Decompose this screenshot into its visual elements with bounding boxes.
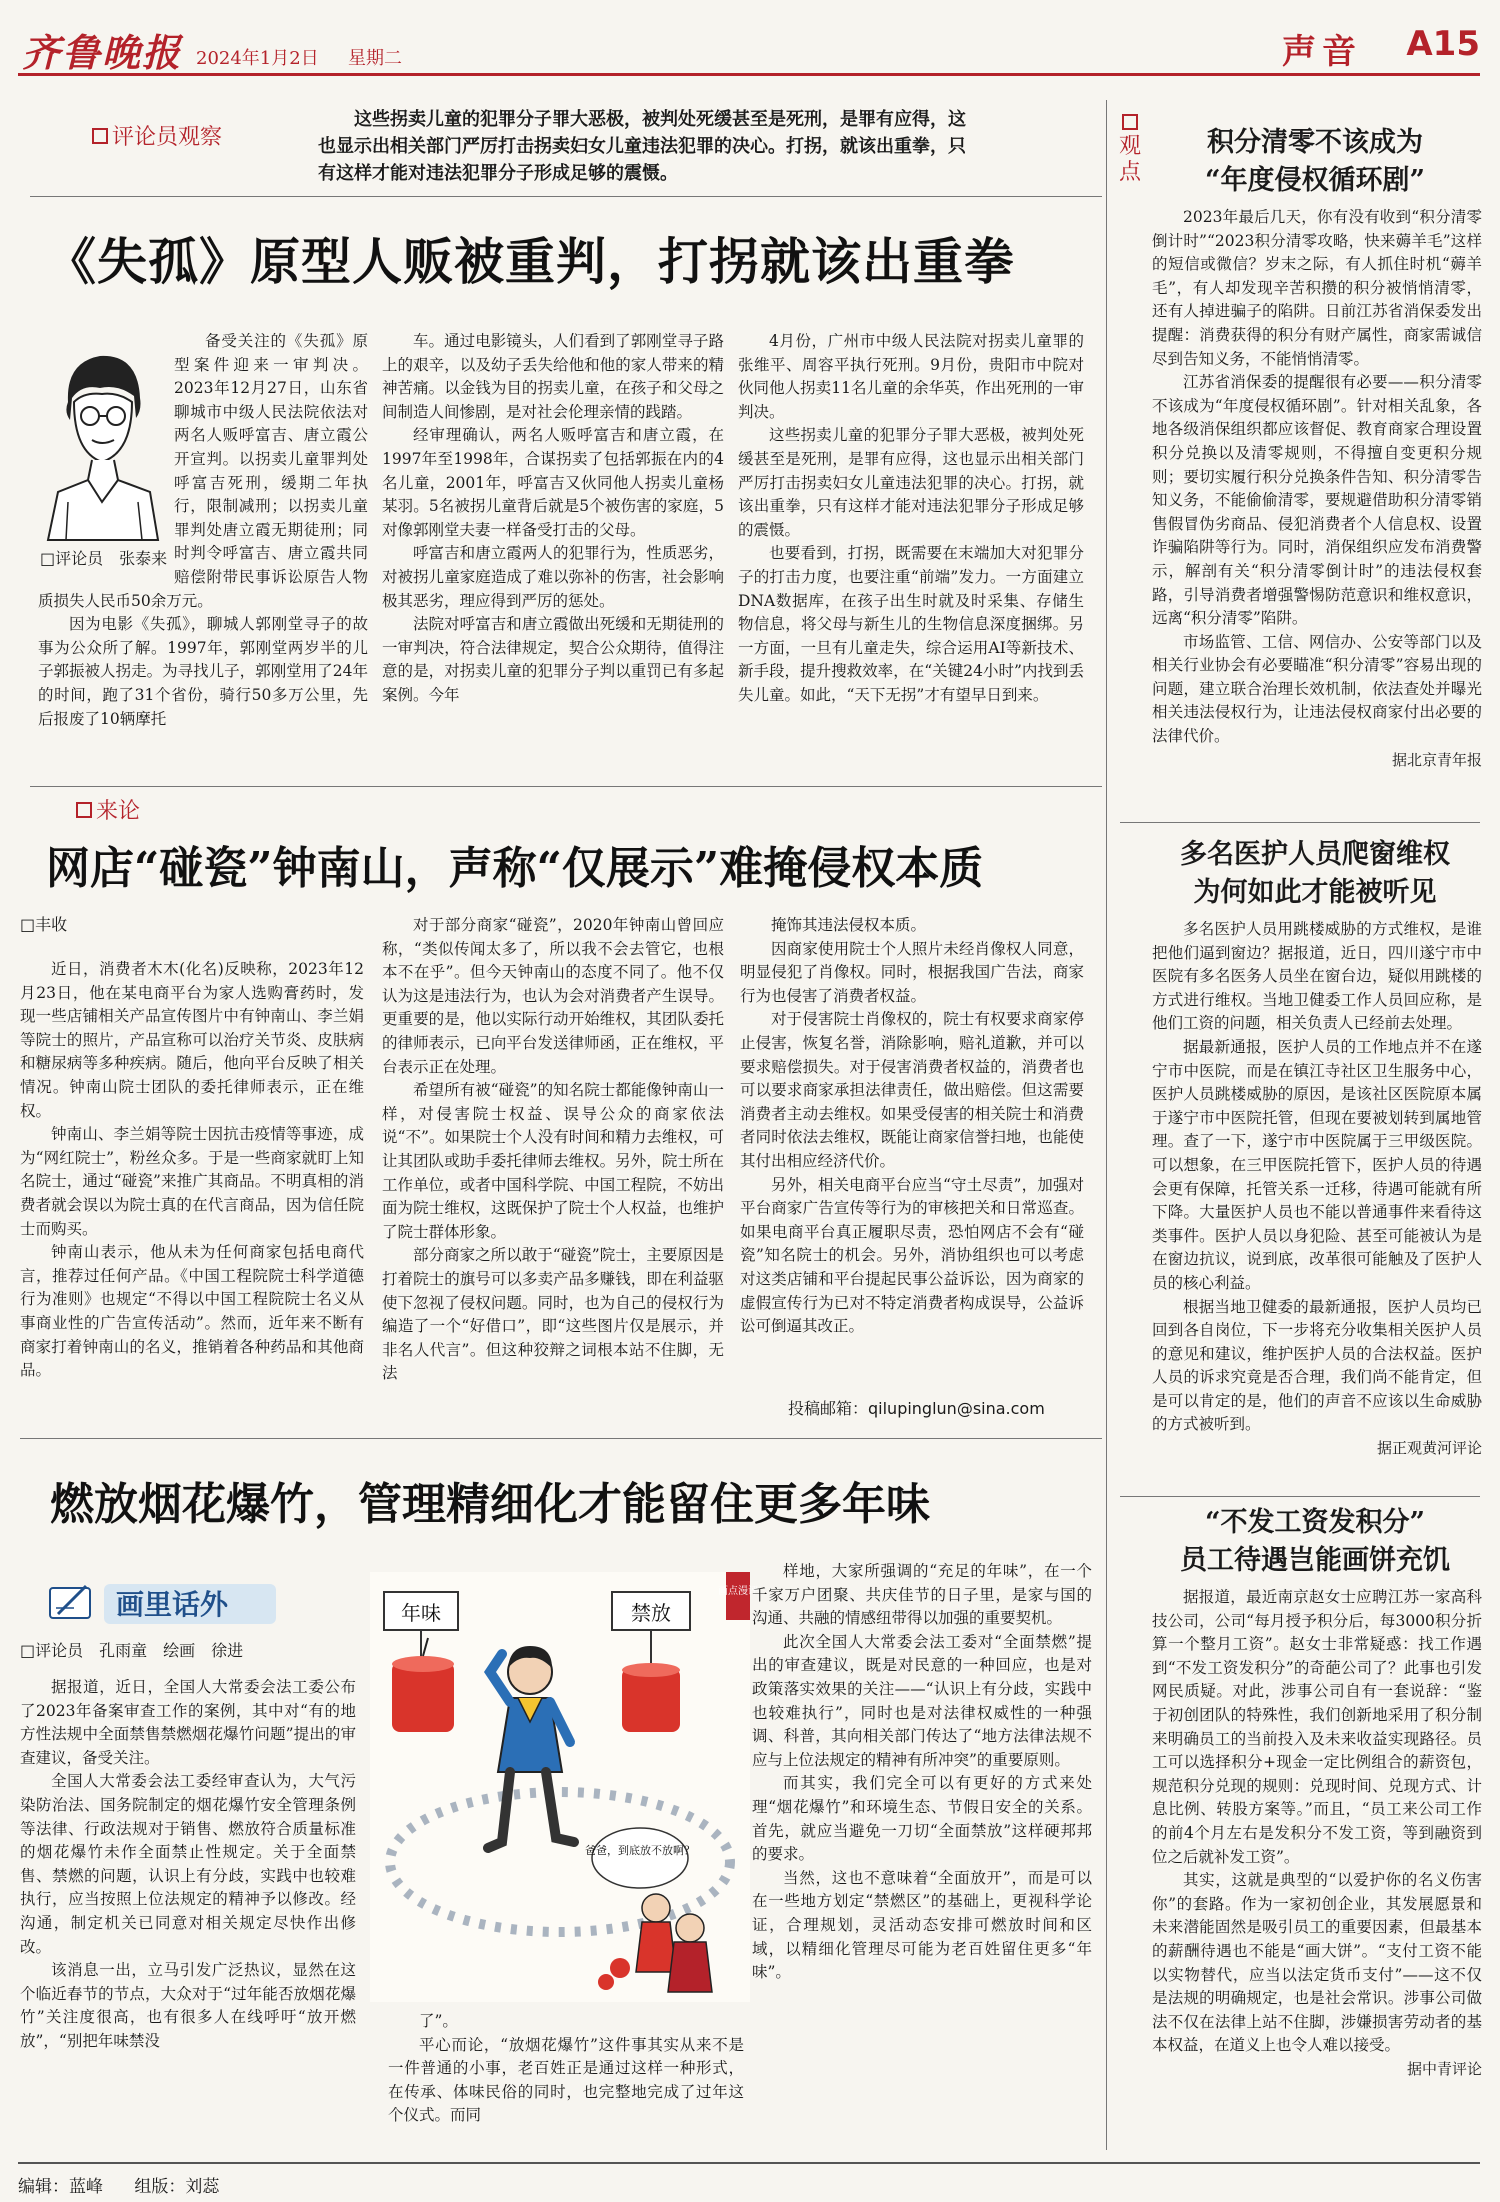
sidebar2-source: 据正观黄河评论 bbox=[1376, 1439, 1482, 1458]
page-footer bbox=[18, 2162, 1480, 2197]
column-tag-viewpoint: 观点 bbox=[1118, 114, 1142, 186]
column-tag-commentator: 评论员观察 bbox=[92, 120, 222, 151]
divider bbox=[30, 786, 1102, 787]
sidebar1-title: 积分清零不该成为 “年度侵权循环剧” bbox=[1204, 127, 1426, 196]
article1-column-3: 4月份，广州市中级人民法院对拐卖儿童罪的张维平、周容平执行死刑。9月份，贵阳市中院对伙同他人拐卖11名儿童的余华英，作出死刑的一审判决。 这些拐卖儿童的犯罪分子罪大恶极，被判处死缓甚至是死刑，是罪有应得，这也显示出相关部门严厉打击拐卖妇女儿童违法犯罪的决心。打拐，就该出重拳，只有这样才能对违法犯罪分子形成足够的震慑。 也要看到，打拐，既需要在末端加大对犯罪分子的打击力度，也要注重“前端”发力。一方面建立DNA数据库，在孩子出生时就及时采集、存储生物信息，将父母与新生儿的生物信息深度捆绑。另一方面，一旦有儿童走失，综合运用AI等新技术、新手段，提升搜救效率，在“关键24小时”内找到丢失儿童。如此，“天下无拐”才有望早日到来。 bbox=[738, 332, 1084, 704]
article2-column-2: 对于部分商家“碰瓷”，2020年钟南山曾回应称，“类似传闻太多了，所以我不会去管它，也根本不在乎”。但今天钟南山的态度不同了。他不仅认为这是违法行为，也认为会对消费者产生误导。更重要的是，他以实际行动开始维权，其团队委托的律师表示，已向平台发送律师函，正在维权，平台表示正在处理。 希望所有被“碰瓷”的知名院士都能像钟南山一样，对侵害院士权益、误导公众的商家依法说“不”。如果院士个人没有时间和精力去维权，可让其团队或助手委托律师去维权。另外，院士所在工作单位，或者中国科学院、中国工程院，不妨出面为院士维权，这既保护了院士个人权益，也维护了院士群体形象。 部分商家之所以敢于“碰瓷”院士，主要原因是打着院士的旗号可以多卖产品多赚钱，即在利益驱使下忽视了侵权问题。同时，也为自己的侵权行为编造了一个“好借口”，即“这些图片仅是展示，并非名人代言”。但这种狡辩之词根本站不住脚，无法 bbox=[382, 916, 724, 1383]
svg-text:禁放: 禁放 bbox=[631, 1601, 671, 1625]
sidebar1-source: 据北京青年报 bbox=[1391, 750, 1482, 769]
cartoon-illustration bbox=[370, 1572, 758, 2002]
sidebar2-body: 多名医护人员用跳楼威胁的方式维权，是谁把他们逼到窗边？据报道，近日，四川遂宁市中医院有多名医务人员坐在窗台边，疑似用跳楼的方式进行维权。当地卫健委工作人员回应称，是他们工资的问题，相关负责人已经前去处理。 据最新通报，医护人员的工作地点并不在遂宁市中医院，而是在镇江寺社区卫生服务中心，医护人员跳楼威胁的原因，是该社区医院原本属于遂宁市中医院托管，但现在要被划转到属地管理。查了一下，遂宁市中医院属于三甲级医院。可以想象，在三甲医院托管下，医护人员的待遇会更有保障，托管关系一迁移，待遇可能就有所下降。大量医护人员也不能以普通事件来看待这类事件。医护人员以身犯险、甚至可能被认为是在窗边抗议，说到底，改革很可能触及了医护人员的核心利益。 根据当地卫健委的最新通报，医护人员均已回到各自岗位，下一步将充分收集相关医护人员的意见和建议，维护医护人员的合法权益。医护人员的诉求究竟是否合理，我们尚不能肯定，但是可以肯定的是，他们的声音不应该以生命威胁的方式被听到。 据正观黄河评论 bbox=[1152, 918, 1482, 1508]
cartoon-column-badge bbox=[46, 1578, 280, 1630]
sidebar3-source: 据中青评论 bbox=[1406, 2059, 1482, 2078]
sidebar-divider bbox=[1106, 100, 1107, 2150]
article2-column-1: 近日，消费者木木(化名)反映称，2023年12月23日，他在某电商平台为家人选购膏药时，发现一些店铺相关产品宣传图片中有钟南山、李兰娟等院士的照片，产品宣称可以治疗关节炎、皮肤病和糖尿病等多种疾病。随后，他向平台反映了相关情况。钟南山院士团队的委托律师表示，正在维权。 钟南山、李兰娟等院士因抗击疫情等事迹，成为“网红院士”，粉丝众多。于是一些商家就盯上知名院士，通过“碰瓷”来推广其商品。不明真相的消费者就会误以为院士真的在代言商品，因为信任院士而购买。 钟南山表示，他从未为任何商家包括电商代言，推荐过任何产品。《中国工程院院士科学道德行为准则》也规定“不得以中国工程院院士名义从事商业性的广告宣传活动”。然而，近年来不断有商家打着钟南山的名义，推销着各种药品和其他商品。 bbox=[20, 960, 364, 1380]
tag-box-icon bbox=[76, 802, 92, 818]
article2-byline: □丰收 bbox=[20, 915, 68, 934]
article2-title: 网店“碰瓷”钟南山，声称“仅展示”难掩侵权本质 bbox=[46, 843, 984, 894]
sidebar1-body: 2023年最后几天，你有没有收到“积分清零倒计时”“2023积分清零攻略，快来薅羊毛”这样的短信或微信？岁末之际，有人抓住时机“薅羊毛”，有人却发现辛苦积攒的积分被悄悄清零，还有人掉进骗子的陷阱。日前江苏省消保委发出提醒：消费获得的积分有财产属性，商家需诚信尽到告知义务，不能悄悄清零。 江苏省消保委的提醒很有必要——积分清零不该成为“年度侵权循环剧”。针对相关乱象，各地各级消保组织都应该督促、教育商家合理设置积分兑换以及清零规则，不得擅自变更积分规则；要切实履行积分兑换条件告知、积分清零告知义务，不能偷偷清零，要规避借助积分清零销售假冒伪劣商品、侵犯消费者个人信息权、设置诈骗陷阱等行为。同时，消保组织应发布消费警示，解剖有关“积分清零倒计时”的违法侵权套路，引导消费者增强警惕防范意识和维权意识，远离“积分清零”陷阱。 市场监管、工信、网信办、公安等部门以及相关行业协会有必要瞄准“积分清零”容易出现的问题，建立联合治理长效机制，依法查处并曝光相关违法侵权行为，让违法侵权商家付出必要的法律代价。 据北京青年报 bbox=[1152, 206, 1482, 818]
article1-column-2: 车。通过电影镜头，人们看到了郭刚堂寻子路上的艰辛，以及幼子丢失给他和他的家人带来的精神苦痛。以金钱为目的拐卖儿童，在孩子和父母之间制造人间惨剧，是对社会伦理亲情的践踏。 经审理确认，两名人贩呼富吉和唐立霞，在1997年至1998年，合谋拐卖了包括郭振在内的4名儿童，2001年，呼富吉又伙同他人拐卖儿童杨某羽。5名被拐儿童背后就是5个被伤害的家庭，5对像郭刚堂夫妻一样备受打击的父母。 呼富吉和唐立霞两人的犯罪行为，性质恶劣，对被拐儿童家庭造成了难以弥补的伤害，社会影响极其恶劣，理应得到严厉的惩处。 法院对呼富吉和唐立霞做出死缓和无期徒刑的一审判决，符合法律规定，契合公众期待，值得注意的是，对拐卖儿童的犯罪分子判以重罚已有多起案例。今年 bbox=[382, 332, 724, 704]
svg-text:年味: 年味 bbox=[401, 1601, 441, 1625]
svg-text:爸爸，到底放不放啊？: 爸爸，到底放不放啊？ bbox=[585, 1844, 695, 1857]
section-name: 声音 bbox=[1282, 32, 1362, 72]
article3-column-1: 据报道，近日，全国人大常委会法工委公布了2023年备案审查工作的案例，其中对“有的地方性法规中全面禁售禁燃烟花爆竹问题”提出的审查建议，备受关注。 全国人大常委会法工委经审查认为，大气污染防治法、国务院制定的烟花爆竹安全管理条例等法律、行政法规对于销售、燃放符合质量标准的烟花爆竹未作全面禁止性规定。关于全面禁售、禁燃的问题，认识上有分歧，实践中也较难执行，应当按照上位法规定的精神予以修改。经沟通，制定机关已同意对相关规定尽快作出修改。 该消息一出，立马引发广泛热议，显然在这个临近春节的节点，大众对于“过年能否放烟花爆竹”关注度很高，也有很多人在线呼吁“放开燃放”，“别把年味禁没 bbox=[20, 1678, 356, 2050]
article2-column-3: 掩饰其违法侵权本质。 因商家使用院士个人照片未经肖像权人同意，明显侵犯了肖像权。同时，根据我国广告法，商家行为也侵害了消费者权益。 对于侵害院士肖像权的，院士有权要求商家停止侵害，恢复名誉，消除影响，赔礼道歉，并可以要求赔偿损失。对于侵害消费者权益的，消费者也可以要求商家承担法律责任，做出赔偿。但这需要消费者主动去维权。如果受侵害的相关院士和消费者同时依法去维权，既能让商家信誉扫地，也能使其付出相应经济代价。 另外，相关电商平台应当“守土尽责”，加强对平台商家广告宣传等行为的审核把关和日常巡查。如果电商平台真正履职尽责，恐怕网店不会有“碰瓷”知名院士的机会。另外，消协组织也可以考虑对这类店铺和平台提起民事公益诉讼，因为商家的虚假宣传行为已对不特定消费者构成误导，公益诉讼可倒逼其改正。 bbox=[740, 916, 1084, 1336]
divider bbox=[20, 1438, 1102, 1439]
article3-byline: □评论员 孔雨童 绘画 徐进 bbox=[20, 1641, 244, 1660]
layout-credit: 组版：刘蕊 bbox=[134, 2177, 220, 2197]
article1-column-1: 备受关注的《失孤》原型案件迎来一审判决。2023年12月27日，山东省聊城市中级人民法院依法对两名人贩呼富吉、唐立霞公开宣判。以拐卖儿童罪判处呼富吉死刑，缓期二年执行，限制减刑；以拐卖儿童罪判处唐立霞无期徒刑；同时判令呼富吉、唐立霞共同赔偿附带民事诉讼原告人物质损失人民币50余万元。 因为电影《失孤》，聊城人郭刚堂寻子的故事为公众所了解。1997年，郭刚堂两岁半的儿子郭振被人拐走。为寻找儿子，郭刚堂用了24年的时间，跑了31个省份，骑行50多万公里，先后报废了10辆摩托 bbox=[38, 332, 368, 728]
article3-column-2: 了”。 平心而论，“放烟花爆竹”这件事其实从来不是一件普通的小事，老百姓正是通过这样一种形式，在传承、体味民俗的同时，也完整地完成了过年这个仪式。而同 bbox=[388, 2012, 744, 2125]
svg-text:画里话外: 画里话外 bbox=[116, 1588, 229, 1621]
editor-credit: 编辑：蓝峰 bbox=[18, 2177, 103, 2197]
lead-summary: 这些拐卖儿童的犯罪分子罪大恶极，被判处死缓甚至是死刑，是罪有应得，这也显示出相关部门严厉打击拐卖妇女儿童违法犯罪的决心。打拐，就该出重拳，只有这样才能对违法犯罪分子形成足够的震慑。 bbox=[318, 109, 966, 184]
sidebar3-body: 据报道，最近南京赵女士应聘江苏一家高科技公司，公司“每月授予积分后，每3000积分折算一个整月工资”。赵女士非常疑惑：找工作遇到“不发工资发积分”的奇葩公司了？此事也引发网民质疑。对此，涉事公司自有一套说辞：“鉴于初创团队的特殊性，我们创新地采用了积分制来明确员工的当前投入及未来收益实现路径。员工可以选择积分+现金一定比例组合的薪资包，规范积分兑现的规则：兑现时间、兑现方式、计息比例、转股方案等。”而且，“员工来公司工作的前4个月左右是发积分不发工资，等到融资到位之后就补发工资”。 其实，这就是典型的“以爱护你的名义伤害你”的套路。作为一家初创企业，其发展愿景和未来潜能固然是吸引员工的重要因素，但最基本的薪酬待遇也不能是“画大饼”。“支付工资不能以实物替代，应当以法定货币支付”——这不仅是法规的明确规定，也是社会常识。涉事公司做法不仅在法律上站不住脚，涉嫌损害劳动者的基本权益，在道义上也令人难以接受。 据中青评论 bbox=[1152, 1586, 1482, 2152]
article3-column-3: 样地，大家所强调的“充足的年味”，在一个千家万户团聚、共庆佳节的日子里，是家与国的沟通、共融的情感纽带得以加强的重要契机。 此次全国人大常委会法工委对“全面禁燃”提出的审查建议，既是对民意的一种回应，也是对政策落实效果的关注——“认识上有分歧，实践中也较难执行”，同时也是对法律权威性的一种强调、科普，其向相关部门传达了“地方法律法规不应与上位法规定的精神有所冲突”的重要原则。 而其实，我们完全可以有更好的方式来处理“烟花爆竹”和环境生态、节假日安全的关系。首先，就应当避免一刀切“全面禁放”这样硬邦邦的要求。 当然，这也不意味着“全面放开”，而是可以在一些地方划定“禁燃区”的基础上，更视科学论证，合理规划，灵活动态安排可燃放时间和区域，以精细化管理尽可能为老百姓留住更多“年味”。 bbox=[752, 1562, 1092, 1982]
article1-byline: □评论员 张泰来 bbox=[40, 549, 168, 568]
page-number: A15 bbox=[1406, 24, 1480, 64]
issue-date: 2024年1月2日 bbox=[196, 48, 319, 69]
masthead bbox=[18, 14, 1480, 76]
newspaper-logo: 齐鲁晚报 bbox=[22, 30, 183, 75]
divider bbox=[1120, 822, 1480, 823]
issue-weekday: 星期二 bbox=[348, 48, 402, 69]
sidebar2-title: 多名医护人员爬窗维权 为何如此才能被听见 bbox=[1180, 839, 1450, 908]
column-tag-guest: 来论 bbox=[76, 794, 140, 825]
submission-email: 投稿邮箱：qilupinglun@sina.com bbox=[788, 1399, 1045, 1418]
tag-box-icon bbox=[92, 128, 108, 144]
divider bbox=[1120, 1496, 1480, 1497]
svg-text:画点漫评: 画点漫评 bbox=[718, 1586, 758, 1597]
article3-title: 燃放烟花爆竹，管理精细化才能留住更多年味 bbox=[50, 1479, 930, 1530]
sidebar3-title: “不发工资发积分” 员工待遇岂能画饼充饥 bbox=[1180, 1507, 1450, 1576]
tag-box-icon bbox=[1122, 114, 1138, 130]
article1-title: 《失孤》原型人贩被重判，打拐就该出重拳 bbox=[46, 232, 1015, 291]
divider bbox=[30, 196, 1102, 197]
